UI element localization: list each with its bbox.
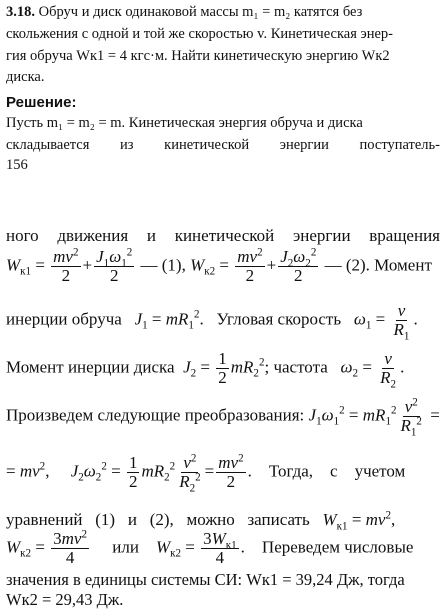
problem-line-1 [6,4,440,21]
solution-line-2: складывается из кинетической энергии поступатель- [6,137,440,153]
problem-line-4: диска. [6,69,45,85]
problem-number: 3.18. [6,4,35,20]
result-line: $W_{к2}$ = $\frac{3mv^2}{4}$ или $W_{к2}$ = $3W_{к1}$ 4 . Переведем числовые [6,528,414,567]
solution-heading: Решение: [6,94,77,111]
problem-line-3: гия обруча Wк1 = 4 кгс·м. Найти кинетическую энергию Wк2 [6,48,390,64]
page-number: 156 [6,157,28,173]
problem-line-2: скольжения с одной и той же скоростью v. Кинетическая энер- [6,26,394,42]
solution-line-1: Пусть m₁ = m₂ = m. Кинетическая энергия обруча и диска [6,115,363,131]
body-line-1: ного движения и кинетической энергии вращения [6,226,440,245]
hoop-line: инерции обруча $J_1 = mR_1^2$. Угловая скорость $\omega_1$ = $\frac{v}{R_1}$ . [6,301,418,343]
disk-line: Момент инерции диска $J_2$ = $\frac{1}{2}$ $mR_2^2$; частота $\omega_2$ = $\frac{v}{R_2}$ . [6,349,405,391]
values-line: значения в единицы системы СИ: Wк1 = 39,24 Дж, тогда [6,570,405,589]
transform-line-2: = $mv^2$, $J_2\omega_2^2$ = $\frac{1}{2}$ $mR_2^2$ $\frac{v^2}{R_2^2}$ = $\frac{mv^2}{2}$ . Тогда, с учетом [6,452,406,495]
transform-line: Произведем следующие преобразования: $J_1\omega_1^2 = mR_1^2$ $\frac{v^2}{R_1^2}$ = [6,396,440,439]
equations-line: уравнений (1) и (2), можно записать $W_{к1} = mv^2$, [6,509,396,533]
problem-text-1: Обруч и диск одинаковой массы m₁ = m₂ катятся без [38,4,363,20]
energy-equations: $W_{к1}$ = $\frac{mv^2}{2}$ + $\frac{J_1\omega_1^2}{2}$ — (1), $W_{к2}$ = $\frac{mv^2}{2}$ + $\frac{J_2\omega_2^2}{2}$ — (2). Момент [6,246,432,285]
answer-line: Wк2 = 29,43 Дж. [6,590,124,609]
